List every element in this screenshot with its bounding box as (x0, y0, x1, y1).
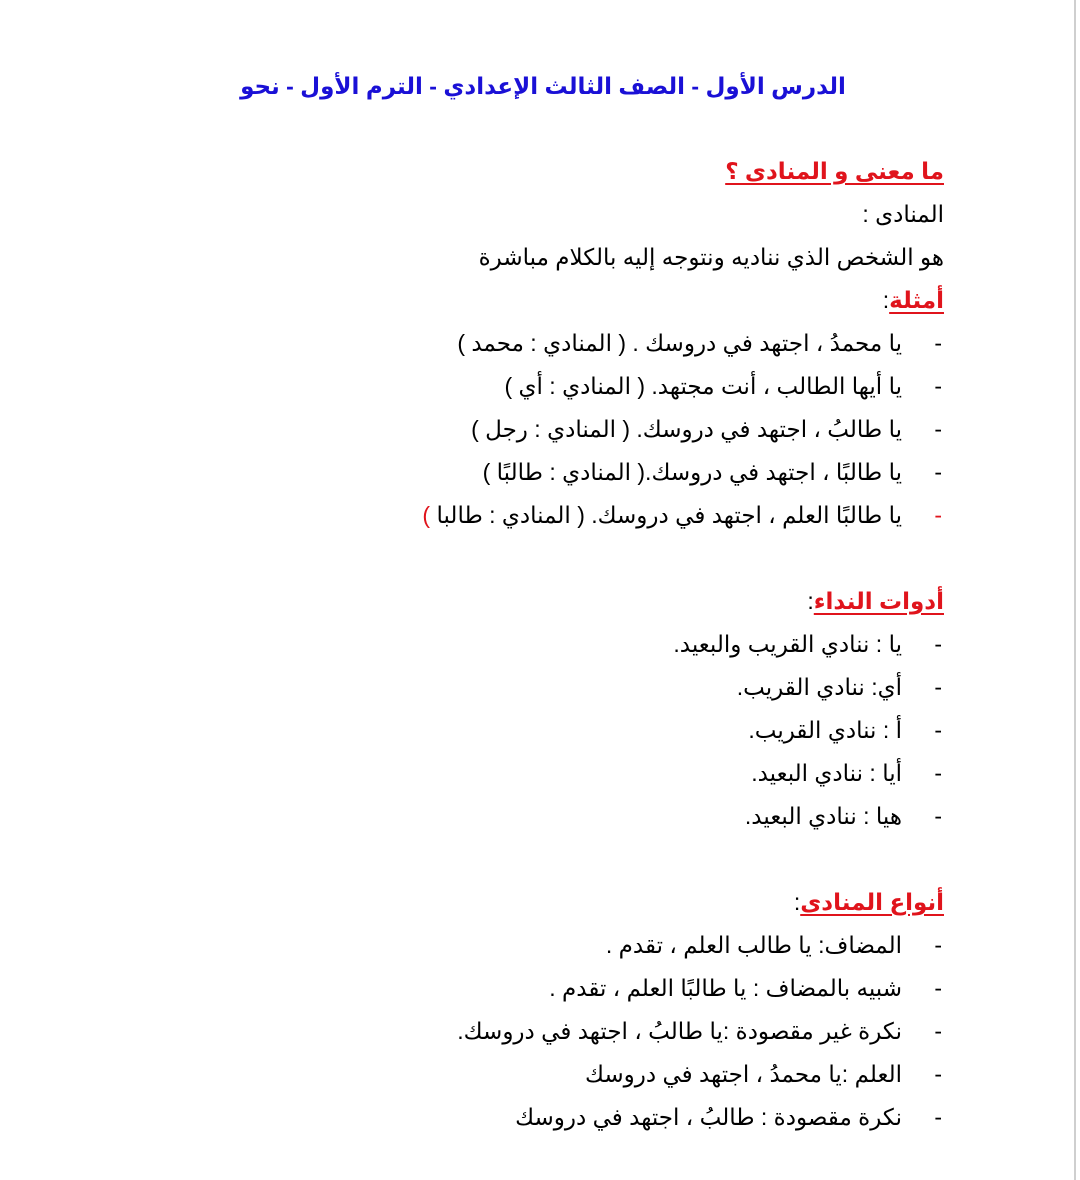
meaning-heading-text: ما معنى و المنادى ؟ (725, 158, 944, 184)
list-item (124, 795, 944, 838)
bullet-dash: - (934, 459, 942, 485)
section-heading-examples (124, 279, 944, 322)
definition-text: هو الشخص الذي نناديه ونتوجه إليه بالكلام مباشرة (478, 244, 944, 270)
list-item (124, 709, 944, 752)
bullet-dash: - (934, 1061, 942, 1087)
list-item (124, 1053, 944, 1096)
list-item (124, 752, 944, 795)
types-heading-text: أنواع المنادى (800, 889, 944, 915)
bullet-dash: - (934, 760, 942, 786)
list-item (124, 623, 944, 666)
spacer (124, 537, 944, 580)
types-heading-colon: : (793, 889, 801, 915)
list-item (124, 408, 944, 451)
lesson-title: الدرس الأول - الصف الثالث الإعدادي - الترم الأول - نحو (240, 73, 846, 99)
section-heading-types (124, 881, 944, 924)
tool-text: أيا : ننادي البعيد. (751, 760, 902, 786)
spacer (124, 838, 944, 881)
section-heading-meaning (124, 150, 944, 193)
example-text: يا أيها الطالب ، أنت مجتهد. ( المنادي : أي ) (504, 373, 902, 399)
type-text: نكرة مقصودة : طالبُ ، اجتهد في دروسك (515, 1104, 902, 1130)
bullet-dash: - (934, 502, 942, 528)
tools-list (124, 623, 944, 838)
types-list (124, 924, 944, 1139)
list-item (124, 322, 944, 365)
list-item (124, 1010, 944, 1053)
type-text: المضاف: يا طالب العلم ، تقدم . (605, 932, 902, 958)
bullet-dash: - (934, 416, 942, 442)
document-body (124, 150, 944, 1139)
bullet-dash: - (934, 631, 942, 657)
list-item (124, 967, 944, 1010)
section-heading-tools (124, 580, 944, 623)
example-text: يا طالبُ ، اجتهد في دروسك. ( المنادي : رجل ) (471, 416, 902, 442)
list-item (124, 924, 944, 967)
list-item (124, 451, 944, 494)
list-item (124, 666, 944, 709)
closing-parenthesis: ) (422, 502, 431, 528)
bullet-dash: - (934, 674, 942, 700)
bullet-dash: - (934, 975, 942, 1001)
bullet-dash: - (934, 717, 942, 743)
type-text: نكرة غير مقصودة :يا طالبُ ، اجتهد في دروسك. (457, 1018, 902, 1044)
type-text: شبيه بالمضاف : يا طالبًا العلم ، تقدم . (549, 975, 902, 1001)
tool-text: يا : ننادي القريب والبعيد. (673, 631, 902, 657)
tool-text: هيا : ننادي البعيد. (744, 803, 902, 829)
bullet-dash: - (934, 373, 942, 399)
list-item (124, 365, 944, 408)
list-item (124, 494, 944, 537)
bullet-dash: - (934, 932, 942, 958)
bullet-dash: - (934, 1018, 942, 1044)
bullet-dash: - (934, 330, 942, 356)
example-text: يا طالبًا ، اجتهد في دروسك.( المنادي : طالبًا ) (482, 459, 902, 485)
examples-list (124, 322, 944, 537)
bullet-dash: - (934, 1104, 942, 1130)
tool-text: أ : ننادي القريب. (748, 717, 902, 743)
bullet-dash: - (934, 803, 942, 829)
definition-label: المنادى : (862, 201, 944, 227)
type-text: العلم :يا محمدُ ، اجتهد في دروسك (584, 1061, 902, 1087)
examples-heading-text: أمثلة (889, 287, 944, 313)
examples-heading-colon: : (882, 287, 890, 313)
example-text: يا طالبًا العلم ، اجتهد في دروسك. ( المنادي : طالبا (436, 502, 902, 528)
example-text: يا محمدُ ، اجتهد في دروسك . ( المنادي : محمد ) (457, 330, 902, 356)
tool-text: أي: ننادي القريب. (736, 674, 902, 700)
tools-heading-colon: : (807, 588, 814, 614)
list-item (124, 1096, 944, 1139)
tools-heading-text: أدوات النداء (813, 588, 944, 614)
